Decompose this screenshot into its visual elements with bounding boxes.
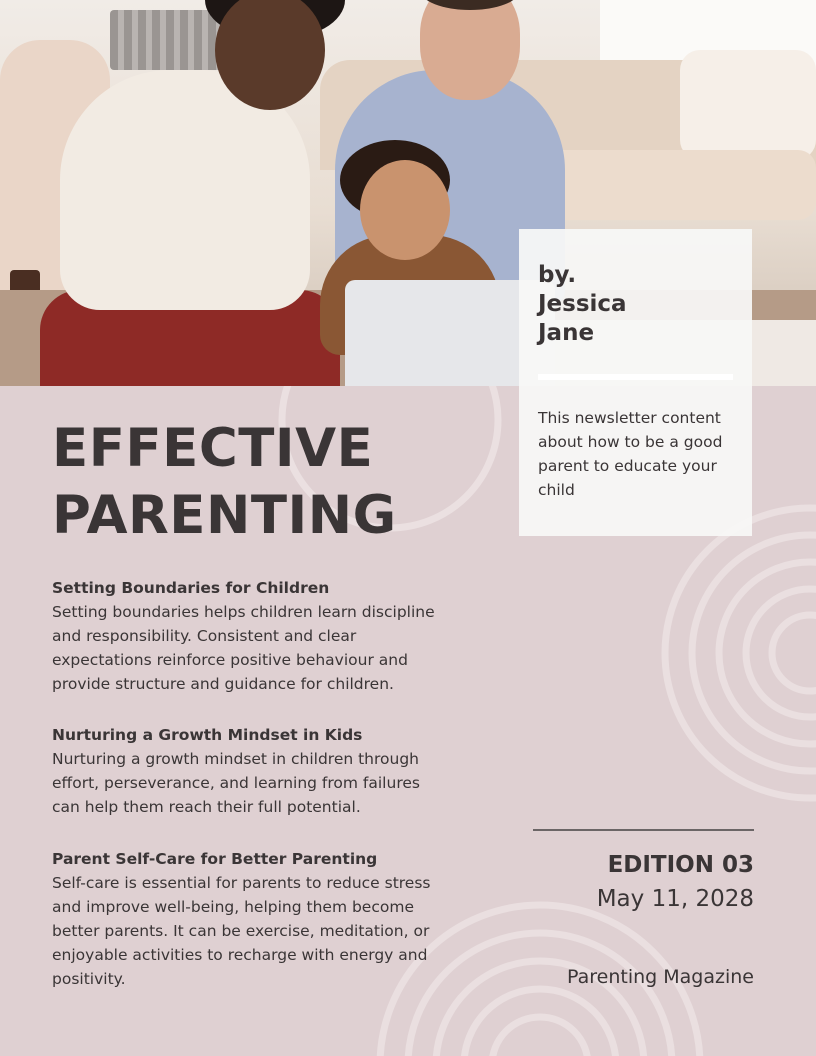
photo-child-head (360, 160, 450, 260)
section-body: Self-care is essential for parents to reduce stress and improve well-being, helping them become better parents. It can be exercise, meditation, or enjoyable activities to recharge with energy and positivity. (52, 874, 431, 988)
photo-pillow (680, 50, 816, 160)
title-line-2: PARENTING (52, 485, 397, 546)
card-description: This newsletter content about how to be a good parent to educate your child (538, 409, 723, 499)
author-card (519, 229, 752, 536)
section-body: Nurturing a growth mindset in children through effort, perseverance, and learning from failures can help them reach their full potential. (52, 750, 420, 816)
author-byline: by. Jessica Jane (538, 262, 627, 346)
edition-label: EDITION 03 (607, 852, 754, 878)
section-self-care (52, 847, 452, 991)
decorative-circles-right (660, 500, 816, 820)
section-heading: Setting Boundaries for Children (52, 579, 330, 597)
edition-divider (533, 829, 754, 831)
photo-mother-head (215, 0, 325, 110)
page-title (52, 415, 492, 549)
card-divider (538, 374, 733, 380)
section-body: Setting boundaries helps children learn discipline and responsibility. Consistent and clear expectations reinforce positive behaviour and provide structure and guidance for children. (52, 603, 435, 693)
section-heading: Nurturing a Growth Mindset in Kids (52, 726, 363, 744)
photo-radiator (110, 10, 230, 70)
section-heading: Parent Self-Care for Better Parenting (52, 850, 378, 868)
section-growth-mindset (52, 723, 452, 819)
magazine-name: Parenting Magazine (567, 966, 754, 988)
edition-date: May 11, 2028 (596, 886, 754, 912)
photo-father-head (420, 0, 520, 100)
section-boundaries (52, 576, 452, 696)
title-line-1: EFFECTIVE (52, 418, 374, 479)
